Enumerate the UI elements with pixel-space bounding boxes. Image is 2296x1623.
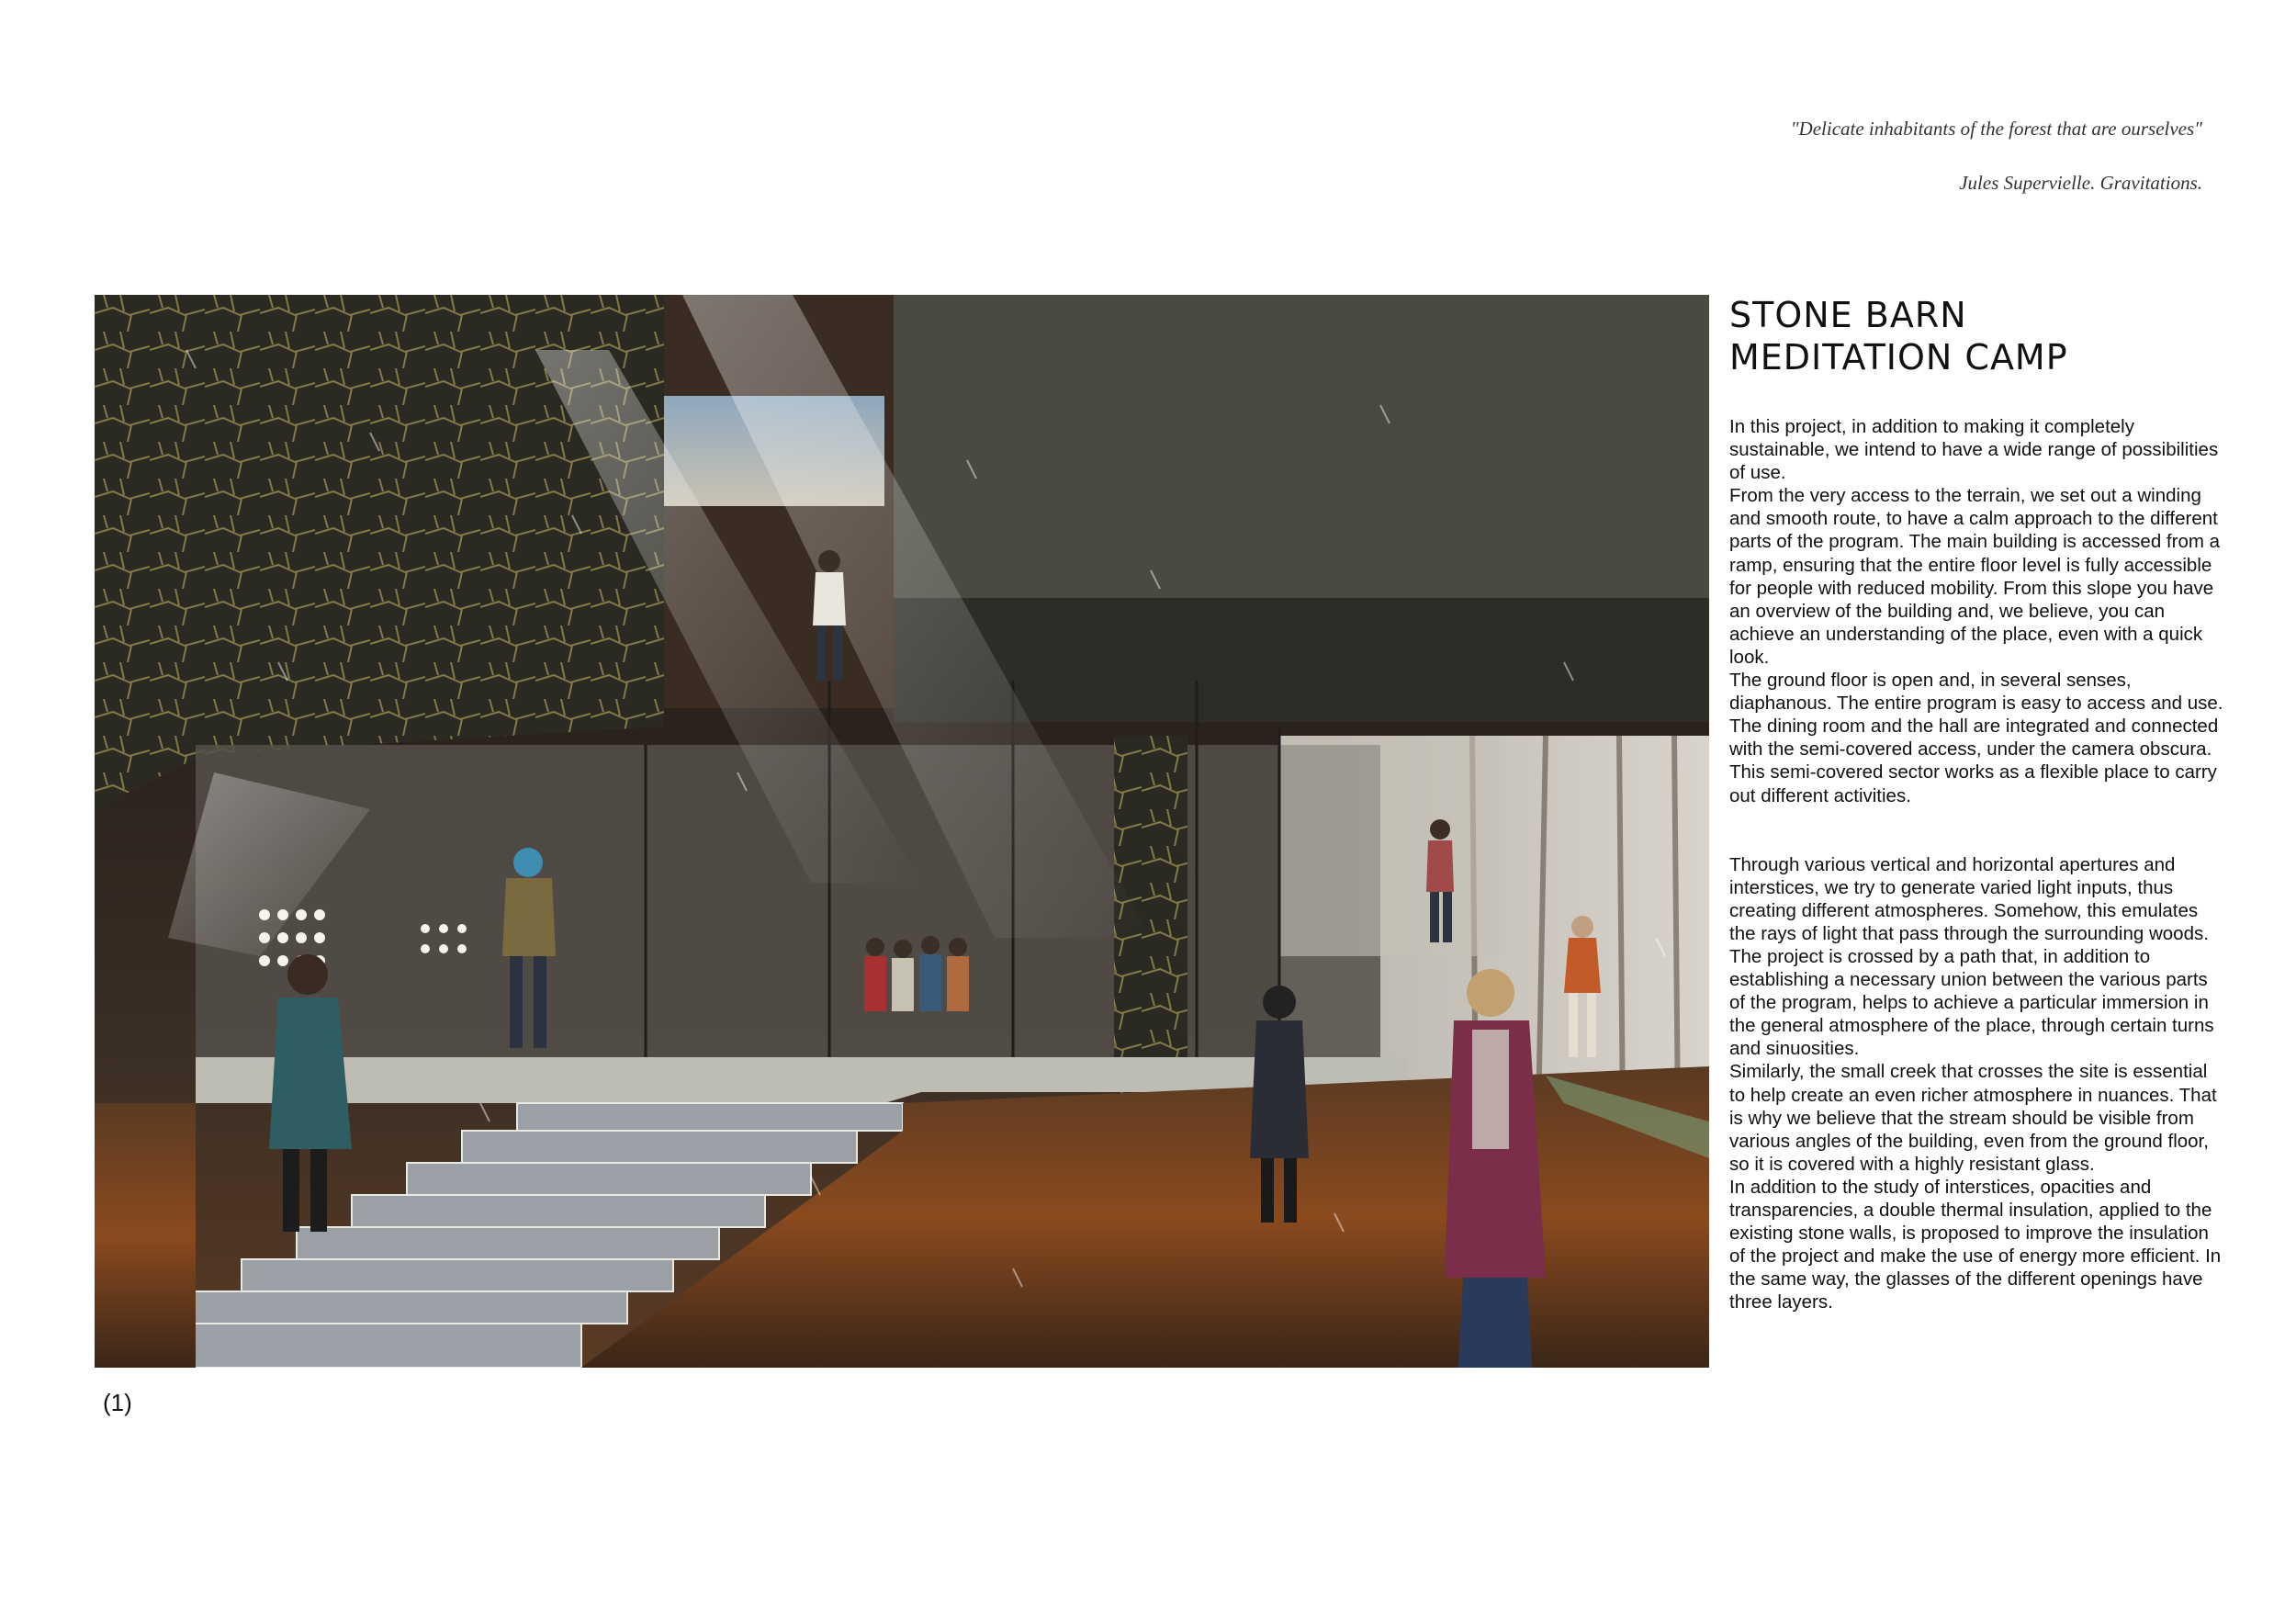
ground-left [95, 1103, 196, 1368]
paragraph: The ground floor is open and, in several senses, diaphanous. The entire program is easy to access and use. The dining room and the hall are integrated and connected with the semi-covered access, under the camera obscura. This semi-covered sector works as a flexible place to carry out different activities. [1729, 670, 2223, 806]
article-column [1729, 294, 2225, 1313]
paragraph: In this project, in addition to making it completely sustainable, we intend to have a wide range of possibilities of use. [1729, 416, 2219, 484]
epigraph-attribution: Jules Supervielle. Gravitations. [1959, 172, 2202, 194]
section-gap [1729, 807, 2225, 853]
paragraph: The project is crossed by a path that, in addition to establishing a necessary union between the various parts of the program, helps to achieve a particular immersion in the general atmosphere of the place, through certain turns and sinuosities. [1729, 945, 2214, 1060]
paragraph: Through various vertical and horizontal apertures and interstices, we try to generate varied light inputs, thus creating different atmospheres. Somehow, this emulates the rays of light that pass through the surrounding woods. [1729, 853, 2209, 944]
title-line-2: MEDITATION CAMP [1729, 337, 2068, 378]
paragraph: Similarly, the small creek that crosses the site is essential to help create an even richer atmosphere in nuances. That is why we believe that the stream should be visible from various angles of the building, even from the ground floor, so it is covered with a highly resistant glass. [1729, 1061, 2217, 1175]
epigraph [1791, 118, 2202, 195]
paragraph: From the very access to the terrain, we set out a winding and smooth route, to have a calm approach to the different parts of the program. The main building is accessed from a ramp, ensuring that the entire floor level is fully accessible for people with reduced mobility. From this slope you have an overview of the building and, we believe, you can achieve an understanding of the place, even with a quick look. [1729, 485, 2221, 668]
epigraph-quote: "Delicate inhabitants of the forest that are ourselves" [1790, 118, 2202, 140]
architectural-rendering [95, 295, 1709, 1368]
figure-caption: (1) [103, 1389, 132, 1416]
glass-cube-right [1279, 736, 1500, 956]
paragraph: In addition to the study of interstices, opacities and transparencies, a double thermal insulation, applied to the existing stone walls, is proposed to improve the insulation of the project and make the use of energy more efficient. In the same way, the glasses of the different openings have three layers. [1729, 1176, 2222, 1313]
title-line-1: STONE BARN [1729, 295, 1967, 335]
article-title [1729, 294, 2225, 378]
